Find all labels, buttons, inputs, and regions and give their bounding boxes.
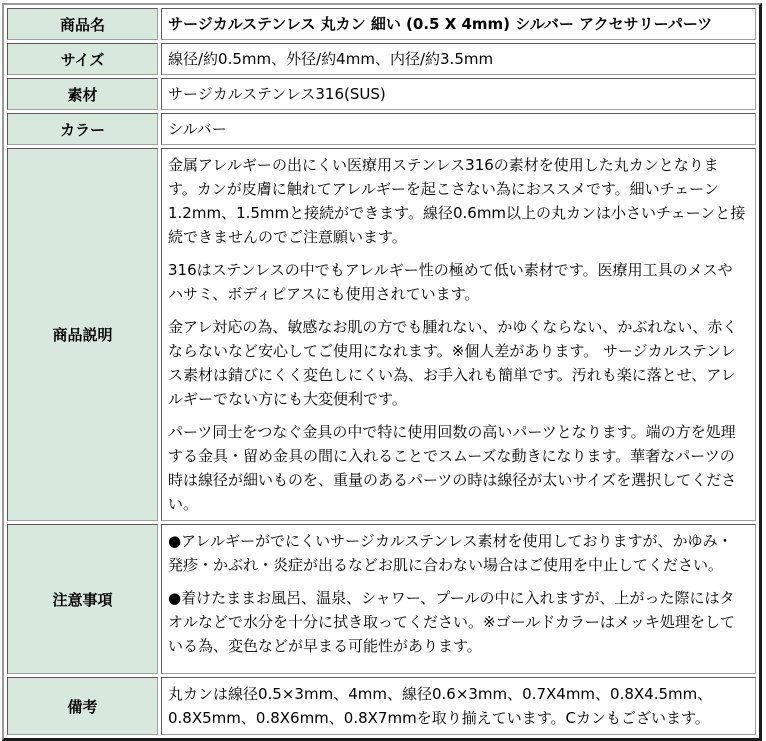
description-paragraph: パーツ同士をつなぐ金具の中で特に使用回数の高いパーツとなります。端の方を処理する金具・留め金具の間に入れることでスムーズな動きになります。華奢なパーツの時は線径が細いものを、重量のあるパーツの時は線径が太いサイズを選択してください。: [168, 423, 737, 513]
remarks-value: [161, 677, 756, 735]
color-value: シルバー: [161, 113, 756, 145]
description-value: [161, 148, 756, 521]
product-name-value: サージカルステンレス 丸カン 細い (0.5 X 4mm) シルバー アクセサリーパーツ: [161, 8, 756, 40]
spec-row-precautions: [7, 524, 756, 674]
color-label: カラー: [7, 113, 158, 145]
spec-row-product-name: [7, 8, 756, 40]
spec-row-remarks: [7, 677, 756, 735]
size-label: サイズ: [7, 43, 158, 75]
description-paragraph: 316はステンレスの中でもアレルギー性の極めて低い素材です。医療用工具のメスやハサミ、ボディピアスにも使用されています。: [168, 261, 733, 303]
description-paragraph: 金アレ対応の為、敏感なお肌の方でも腫れない、かゆくならない、かぶれない、赤くならないなど安心してご使用になれます。※個人差があります。 サージカルステンレス素材は錆びにくく変色しにくい為、お手入れも簡単です。汚れも楽に落とせ、アレルギーでない方にも大変便利です。: [168, 318, 738, 408]
precautions-value: [161, 524, 756, 674]
product-spec-table: [2, 3, 762, 741]
spec-row-color: [7, 113, 756, 145]
precautions-paragraph: ●アレルギーがでにくいサージカルステンレス素材を使用しておりますが、かゆみ・発疹・かぶれ・炎症が出るなどお肌に合わない場合はご使用を中止してください。: [168, 532, 733, 574]
spec-row-size: [7, 43, 756, 75]
spec-row-description: [7, 148, 756, 521]
description-label: 商品説明: [7, 148, 158, 521]
material-value: サージカルステンレス316(SUS): [161, 78, 756, 110]
material-label: 素材: [7, 78, 158, 110]
remarks-label: 備考: [7, 677, 158, 735]
spec-row-material: [7, 78, 756, 110]
remarks-paragraph: 丸カンは線径0.5×3mm、4mm、線径0.6×3mm、0.7X4mm、0.8X4.5mm、0.8X5mm、0.8X6mm、0.8X7mmを取り揃えています。Cカンもございます。: [168, 685, 713, 727]
precautions-label: 注意事項: [7, 524, 158, 674]
description-paragraph: 金属アレルギーの出にくい医療用ステンレス316の素材を使用した丸カンとなります。カンが皮膚に触れてアレルギーを起こさない為におススメです。細いチェーン1.2mm、1.5mmと接続ができます。線径0.6mm以上の丸カンは小さいチェーンと接続できませんのでご注意願います。: [168, 156, 746, 246]
precautions-paragraph: ●着けたままお風呂、温泉、シャワー、プールの中に入れますが、上がった際にはタオルなどで水分を十分に拭き取ってください。※ゴールドカラーはメッキ処理をしている為、変色などが早まる可能性があります。: [168, 589, 735, 655]
size-value: 線径/約0.5mm、外径/約4mm、内径/約3.5mm: [161, 43, 756, 75]
product-name-label: 商品名: [7, 8, 158, 40]
